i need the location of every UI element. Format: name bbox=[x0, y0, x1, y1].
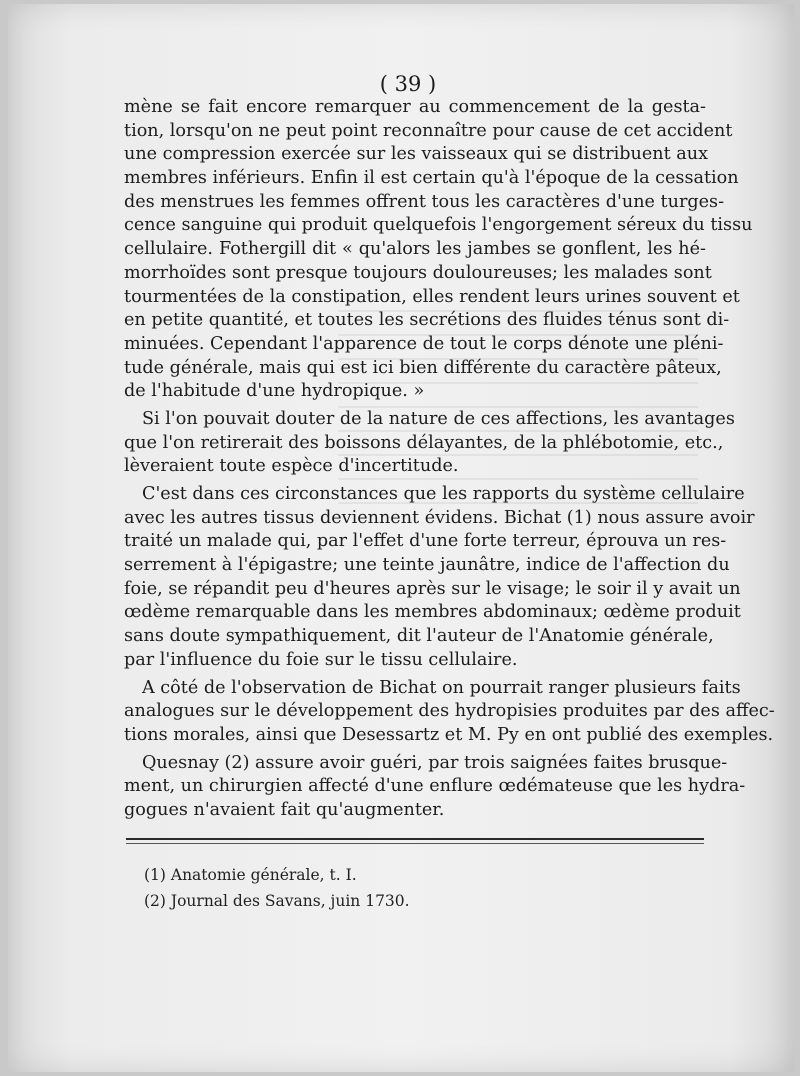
text-line: tourmentées de la constipation, elles rendent leurs urines souvent et bbox=[124, 286, 740, 307]
text-line: A côté de l'observation de Bichat on pourrait ranger plusieurs faits bbox=[142, 677, 741, 698]
text-line: traité un malade qui, par l'effet d'une forte terreur, éprouva un res- bbox=[124, 531, 727, 552]
text-line: que l'on retirerait des boissons délayantes, de la phlébotomie, etc., bbox=[124, 432, 724, 453]
text-line: gogues n'avaient fait qu'augmenter. bbox=[124, 799, 445, 820]
text-line: morrhoïdes sont presque toujours douloureuses; les malades sont bbox=[124, 262, 712, 283]
footnote-rule-thin bbox=[126, 843, 704, 844]
footnote-1: (1) Anatomie générale, t. I. bbox=[144, 866, 357, 884]
text-line: en petite quantité, et toutes les secrétions des fluides ténus sont di- bbox=[124, 310, 730, 331]
text-line: Si l'on pouvait douter de la nature de ces affections, les avantages bbox=[142, 408, 735, 429]
text-line: analogues sur le développement des hydropisies produites par des affec- bbox=[124, 701, 775, 722]
text-line: minuées. Cependant l'apparence de tout le corps dénote une pléni- bbox=[124, 333, 724, 354]
text-line: lèveraient toute espèce d'incertitude. bbox=[124, 456, 459, 477]
text-line: C'est dans ces circonstances que les rapports du système cellulaire bbox=[142, 484, 745, 504]
text-line: mène se fait encore remarquer au commencement de la gesta- bbox=[124, 97, 706, 117]
text-line: tion, lorsqu'on ne peut point reconnaître pour cause de cet accident bbox=[124, 120, 733, 141]
text-line: par l'influence du foie sur le tissu cellulaire. bbox=[124, 649, 518, 670]
footnote-2: (2) Journal des Savans, juin 1730. bbox=[144, 892, 410, 910]
text-line: Quesnay (2) assure avoir guéri, par trois saignées faites brusque- bbox=[142, 752, 728, 773]
text-line: ment, un chirurgien affecté d'une enflure œdémateuse que les hydra- bbox=[124, 776, 746, 797]
text-line: tude générale, mais qui est ici bien différente du caractère pâteux, bbox=[124, 357, 722, 378]
text-line: des menstrues les femmes offrent tous les caractères d'une turges- bbox=[124, 191, 725, 212]
footnotes bbox=[144, 862, 544, 914]
text-line: serrement à l'épigastre; une teinte jaunâtre, indice de l'affection du bbox=[124, 555, 730, 576]
text-line: une compression exercée sur les vaisseaux qui se distribuent aux bbox=[124, 144, 709, 165]
text-line: sans doute sympathiquement, dit l'auteur de l'Anatomie générale, bbox=[124, 626, 714, 647]
text-line: de l'habitude d'une hydropique. » bbox=[124, 381, 425, 402]
text-line: œdème remarquable dans les membres abdominaux; œdème produit bbox=[124, 602, 741, 623]
book-page bbox=[8, 4, 794, 1072]
page-number: ( 39 ) bbox=[379, 72, 437, 96]
body-text bbox=[124, 96, 775, 823]
text-line: foie, se répandit peu d'heures après sur le visage; le soir il y avait un bbox=[124, 578, 741, 599]
text-line: membres inférieurs. Enfin il est certain qu'à l'époque de la cessation bbox=[124, 168, 739, 189]
text-line: cellulaire. Fothergill dit « qu'alors les jambes se gonflent, les hé- bbox=[124, 239, 706, 260]
text-line: avec les autres tissus deviennent évidens. Bichat (1) nous assure avoir bbox=[124, 507, 755, 528]
text-line: cence sanguine qui produit quelquefois l'engorgement séreux du tissu bbox=[124, 215, 753, 236]
footnote-rule bbox=[126, 838, 704, 840]
text-line: tions morales, ainsi que Desessartz et M. Py en ont publié des exemples. bbox=[124, 724, 774, 745]
